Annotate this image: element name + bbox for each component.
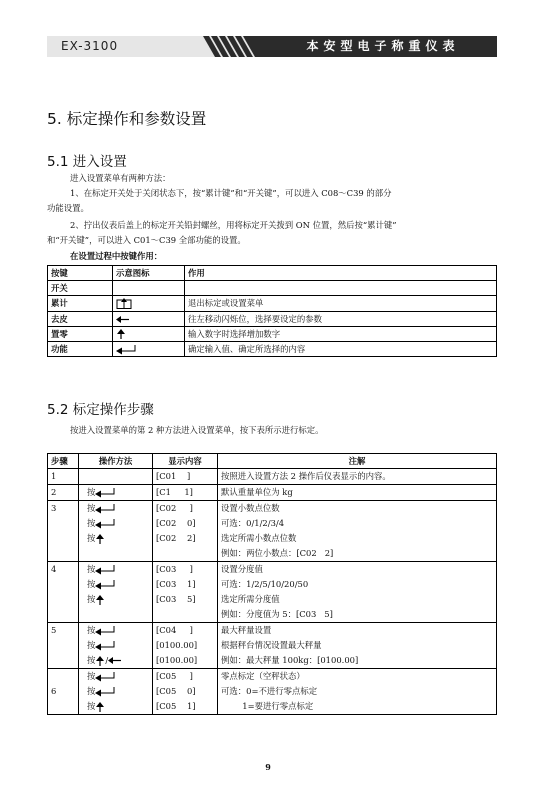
- step-number-text: 4: [51, 564, 57, 575]
- up-arrow-icon: [95, 656, 105, 666]
- table-header-row: [48, 266, 497, 281]
- note-cell: [218, 485, 497, 501]
- note-cell: [218, 669, 497, 715]
- display-cell: [153, 669, 218, 715]
- operation-text: 按: [87, 640, 96, 651]
- key-icon-cell: [113, 281, 185, 296]
- column-header: 按键: [48, 266, 113, 281]
- separator: /: [105, 655, 109, 666]
- note-cell: [218, 469, 497, 485]
- up-arrow-icon: [95, 702, 105, 712]
- table-row: [48, 281, 497, 296]
- display-value: [C03 ]: [156, 564, 193, 575]
- display-value: [0100.00]: [156, 640, 198, 651]
- table-row: [48, 296, 497, 311]
- key-function-table: [47, 265, 497, 357]
- table-row: [48, 562, 497, 623]
- step-number: [48, 562, 79, 623]
- key-name: 去皮: [48, 311, 113, 326]
- operation-text: 按: [87, 625, 96, 636]
- step-number: [48, 469, 79, 485]
- left-arrow-icon: [108, 656, 122, 665]
- display-value: [C04 ]: [156, 625, 193, 636]
- up-arrow-icon: [95, 595, 105, 605]
- operation-text: 按: [87, 671, 96, 682]
- table-header-row: [48, 454, 497, 469]
- column-header: 作用: [185, 266, 497, 281]
- step-number-text: 2: [51, 487, 57, 498]
- key-icon-cell: [113, 311, 185, 326]
- product-title: 本安型电子称重仪表: [269, 36, 497, 57]
- key-desc: 输入数字时选择增加数字: [185, 326, 497, 341]
- note-line: 设置小数点位数: [221, 503, 280, 514]
- up-arrow-icon: [95, 534, 105, 544]
- display-value: [C05 ]: [156, 671, 193, 682]
- column-header: 注解: [218, 454, 497, 469]
- note-line: 默认重量单位为 kg: [221, 487, 293, 498]
- display-cell: [153, 501, 218, 562]
- note-line: 选定所需小数点位数: [221, 533, 297, 544]
- note-line: 最大秤量设置: [221, 625, 272, 636]
- operation-text: 按: [87, 655, 96, 666]
- section-5-1-heading: 5.1 进入设置: [47, 154, 127, 170]
- step-number-text: 5: [51, 625, 57, 636]
- display-value: [0100.00]: [156, 655, 198, 666]
- table-row: [48, 469, 497, 485]
- model-label: EX-3100: [47, 36, 165, 57]
- note-cell: [218, 501, 497, 562]
- key-name: 置零: [48, 326, 113, 341]
- operation-cell: [79, 623, 153, 669]
- key-icon-cell: [113, 326, 185, 341]
- exit-box-icon: [116, 298, 132, 309]
- operation-text: 按: [87, 686, 96, 697]
- key-name: 开关: [48, 281, 113, 296]
- operation-text: 按: [87, 487, 96, 498]
- operation-text: 按: [87, 564, 96, 575]
- section-5-2-heading: 5.2 标定操作步骤: [47, 402, 154, 418]
- table-row: [48, 623, 497, 669]
- operation-text: 按: [87, 533, 96, 544]
- step-number: [48, 485, 79, 501]
- step-number: [48, 501, 79, 562]
- note-line: 根据秤台情况设置最大秤量: [221, 640, 322, 651]
- enter-icon: [95, 687, 115, 697]
- paragraph: 1、在标定开关处于关闭状态下，按“累计键”和“开关键”，可以进入 C08～C39 的部分: [70, 188, 392, 198]
- table-row: [48, 485, 497, 501]
- step-number-text: 6: [51, 686, 57, 697]
- note-line: 例如：分度值为 5：[C03 5]: [221, 609, 333, 620]
- header-stripes-decoration: [163, 36, 269, 57]
- operation-cell: [79, 669, 153, 715]
- operation-cell: [79, 501, 153, 562]
- step-number-text: 1: [51, 471, 57, 482]
- table-row: [48, 326, 497, 341]
- note-line: 可选：0=不进行零点标定: [221, 686, 318, 697]
- note-line: 1=要进行零点标定: [221, 701, 314, 712]
- display-value: [C1 1]: [156, 487, 193, 498]
- step-number-text: 3: [51, 503, 57, 514]
- step-number: [48, 623, 79, 669]
- key-desc: [185, 281, 497, 296]
- column-header: 步骤: [48, 454, 79, 469]
- display-value: [C02 0]: [156, 518, 196, 529]
- note-line: 零点标定（空秤状态）: [221, 671, 305, 682]
- operation-text: 按: [87, 594, 96, 605]
- display-value: [C03 1]: [156, 579, 196, 590]
- paragraph: 功能设置。: [47, 203, 89, 213]
- enter-icon: [95, 519, 115, 529]
- display-cell: [153, 623, 218, 669]
- step-number: [48, 669, 79, 715]
- page-header: [47, 36, 497, 57]
- key-name: 累计: [48, 296, 113, 311]
- column-header: 示意图标: [113, 266, 185, 281]
- operation-cell: [79, 469, 153, 485]
- paragraph: 按进入设置菜单的第 2 种方法进入设置菜单，按下表所示进行标定。: [70, 425, 324, 435]
- display-value: [C01 ]: [156, 471, 191, 482]
- section-5-heading: 5. 标定操作和参数设置: [47, 110, 207, 128]
- key-desc: 退出标定或设置菜单: [185, 296, 497, 311]
- note-line: 例如：两位小数点：[C02 2]: [221, 548, 334, 559]
- display-value: [C02 ]: [156, 503, 193, 514]
- note-line: 设置分度值: [221, 564, 263, 575]
- display-cell: [153, 469, 218, 485]
- key-desc: 确定输入值、确定所选择的内容: [185, 342, 497, 357]
- key-icon-cell: [113, 342, 185, 357]
- key-desc: 往左移动闪烁位，选择要设定的参数: [185, 311, 497, 326]
- enter-icon: [95, 672, 115, 682]
- display-value: [C02 2]: [156, 533, 196, 544]
- up-arrow-icon: [116, 329, 126, 339]
- enter-icon: [95, 504, 115, 514]
- note-line: 可选：1/2/5/10/20/50: [221, 579, 309, 590]
- display-value: [C05 1]: [156, 701, 196, 712]
- display-cell: [153, 562, 218, 623]
- page-number: 9: [265, 762, 271, 772]
- key-table-caption: 在设置过程中按键作用：: [70, 251, 163, 261]
- paragraph: 2、拧出仪表后盖上的标定开关铅封螺丝，用将标定开关拨到 ON 位置，然后按“累计键”: [70, 220, 397, 230]
- left-arrow-icon: [116, 315, 130, 324]
- table-row: [48, 311, 497, 326]
- enter-icon: [95, 488, 115, 498]
- operation-text: 按: [87, 518, 96, 529]
- note-line: 选定所需分度值: [221, 594, 280, 605]
- table-row: [48, 342, 497, 357]
- operation-cell: [79, 562, 153, 623]
- note-line: 例如：最大秤量 100kg：[0100.00]: [221, 655, 359, 666]
- enter-icon: [95, 641, 115, 651]
- operation-text: 按: [87, 503, 96, 514]
- paragraph: 进入设置菜单有两种方法：: [70, 173, 171, 183]
- note-cell: [218, 562, 497, 623]
- table-row: [48, 669, 497, 715]
- note-cell: [218, 623, 497, 669]
- display-value: [C05 0]: [156, 686, 196, 697]
- note-line: 可选：0/1/2/3/4: [221, 518, 285, 529]
- column-header: 显示内容: [153, 454, 218, 469]
- calibration-steps-table: [47, 453, 497, 715]
- display-value: [C03 5]: [156, 594, 196, 605]
- table-row: [48, 501, 497, 562]
- enter-icon: [95, 626, 115, 636]
- enter-icon: [95, 565, 115, 575]
- enter-icon: [95, 580, 115, 590]
- note-line: 按照进入设置方法 2 操作后仪表显示的内容。: [221, 471, 391, 482]
- operation-cell: [79, 485, 153, 501]
- paragraph: 和“开关键”，可以进入 C01～C39 全部功能的设置。: [47, 235, 246, 245]
- display-cell: [153, 485, 218, 501]
- operation-text: 按: [87, 701, 96, 712]
- key-name: 功能: [48, 342, 113, 357]
- key-icon-cell: [113, 296, 185, 311]
- enter-icon: [116, 345, 136, 355]
- column-header: 操作方法: [79, 454, 153, 469]
- operation-text: 按: [87, 579, 96, 590]
